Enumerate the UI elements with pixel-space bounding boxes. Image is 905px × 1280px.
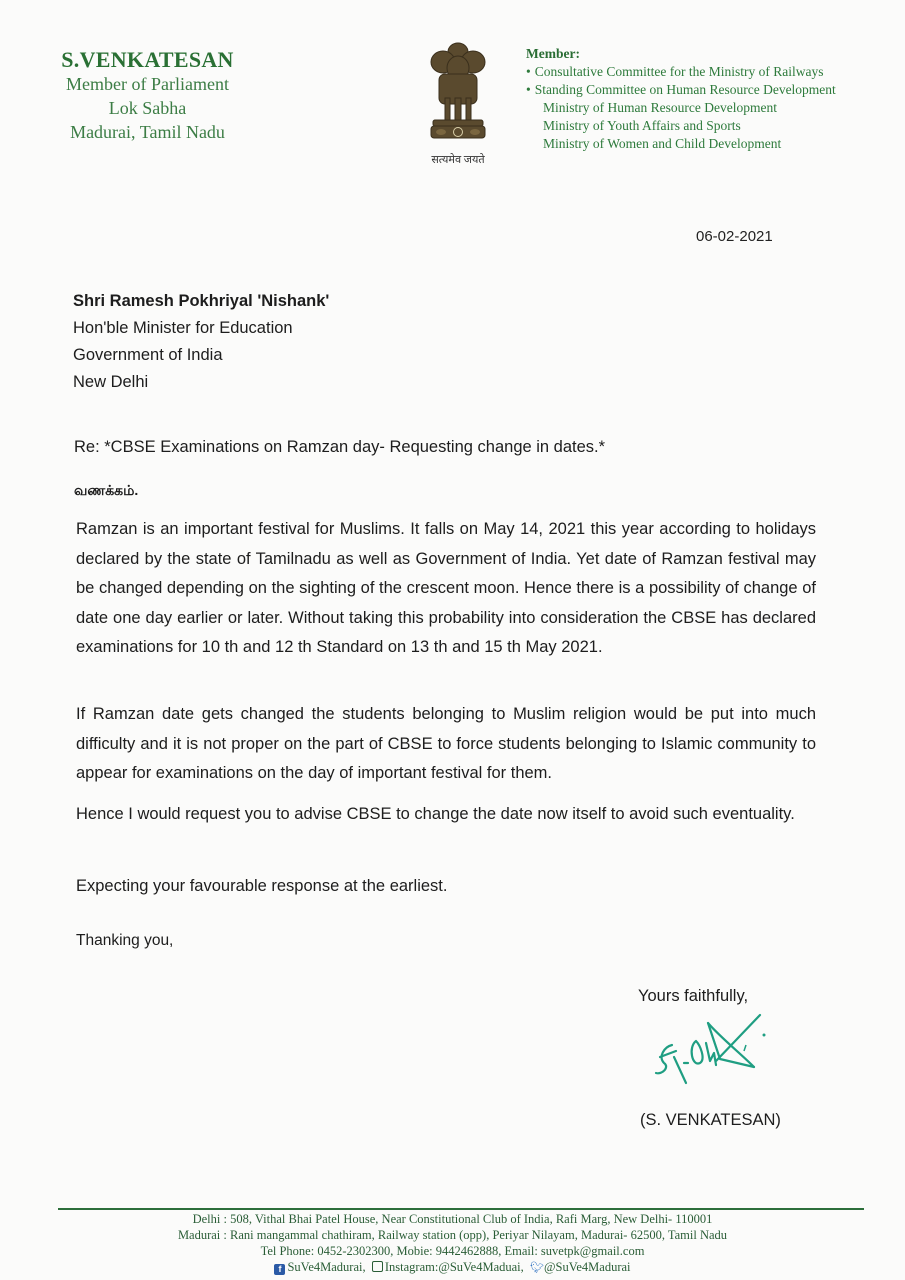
addressee-line: Hon'ble Minister for Education	[73, 319, 293, 337]
ministry-item: Ministry of Human Resource Development	[543, 100, 777, 115]
signee-name: (S. VENKATESAN)	[640, 1111, 781, 1129]
salutation: வணக்கம்.	[74, 482, 139, 498]
facebook-icon: f	[274, 1264, 285, 1275]
body-paragraph: Ramzan is an important festival for Muslims. It falls on May 14, 2021 this year according to holidays declared by the state of Tamilnadu as well as Government of India. Yet date of Ramzan festival may be changed depending on the sighting of the crescent moon. Hence there is a possibility of change of date one day earlier or later. Without taking this probability into consideration the CBSE has declared examinations for 10 th and 12 th Standard on 13 th and 15 th May 2021.	[76, 520, 816, 656]
ministry-item: Ministry of Women and Child Development	[543, 136, 782, 151]
instagram-icon	[372, 1261, 383, 1272]
ministry-item: Ministry of Youth Affairs and Sports	[543, 118, 741, 133]
instagram-handle[interactable]: Instagram:@SuVe4Maduai,	[384, 1260, 524, 1274]
committee-item: • Consultative Committee for the Ministry of Railways	[526, 63, 836, 81]
emblem-motto: सत्यमेव जयते	[431, 154, 485, 166]
thanks-line: Thanking you,	[76, 932, 174, 949]
sender-constituency: Madurai, Tamil Nadu	[70, 122, 225, 142]
sender-title: Member of Parliament	[66, 74, 229, 94]
body-paragraph: Expecting your favourable response at the earliest.	[76, 877, 448, 895]
twitter-icon: 🐦︎	[530, 1262, 544, 1274]
footer-madurai-address: Madurai : Rani mangammal chathiram, Railway station (opp), Periyar Nilayam, Madurai- 62500, Tamil Nadu	[177, 1228, 728, 1242]
addressee-line: Government of India	[73, 346, 223, 364]
addressee-line: New Delhi	[73, 373, 149, 391]
addressee-block	[73, 288, 329, 396]
body-paragraph: If Ramzan date gets changed the students belonging to Muslim religion would be put into much difficulty and it is not proper on the part of CBSE to force students belonging to Islamic community to appear for examinations on the day of important festival for them.	[76, 705, 816, 782]
body-paragraph: Hence I would request you to advise CBSE to change the date now itself to avoid such eventuality.	[76, 805, 795, 823]
national-emblem	[412, 38, 504, 168]
addressee-name: Shri Ramesh Pokhriyal 'Nishank'	[73, 292, 330, 310]
footer	[0, 1211, 905, 1276]
signature-icon	[650, 1005, 770, 1100]
footer-divider	[58, 1208, 864, 1210]
committee-item: • Standing Committee on Human Resource Development	[526, 81, 836, 99]
footer-delhi-address: Delhi : 508, Vithal Bhai Patel House, Near Constitutional Club of India, Rafi Marg, New Delhi- 110001	[192, 1212, 713, 1226]
sender-name: S.VENKATESAN	[61, 47, 234, 72]
letter-date: 06-02-2021	[696, 228, 773, 245]
footer-contact: Tel Phone: 0452-2302300, Mobie: 9442462888, Email: suvetpk@gmail.com	[260, 1244, 645, 1258]
facebook-handle[interactable]: SuVe4Madurai,	[287, 1260, 366, 1274]
member-label: Member:	[526, 46, 580, 61]
signature	[650, 1005, 770, 1105]
lion-capital-icon	[423, 38, 493, 150]
subject-line: Re: *CBSE Examinations on Ramzan day- Requesting change in dates.*	[74, 438, 606, 456]
footer-social	[0, 1259, 905, 1276]
closing: Yours faithfully,	[638, 987, 749, 1005]
letterhead-sender	[40, 48, 255, 144]
twitter-handle[interactable]: @SuVe4Madurai	[544, 1260, 631, 1274]
sender-house: Lok Sabha	[108, 98, 187, 118]
committee-memberships	[526, 45, 836, 153]
